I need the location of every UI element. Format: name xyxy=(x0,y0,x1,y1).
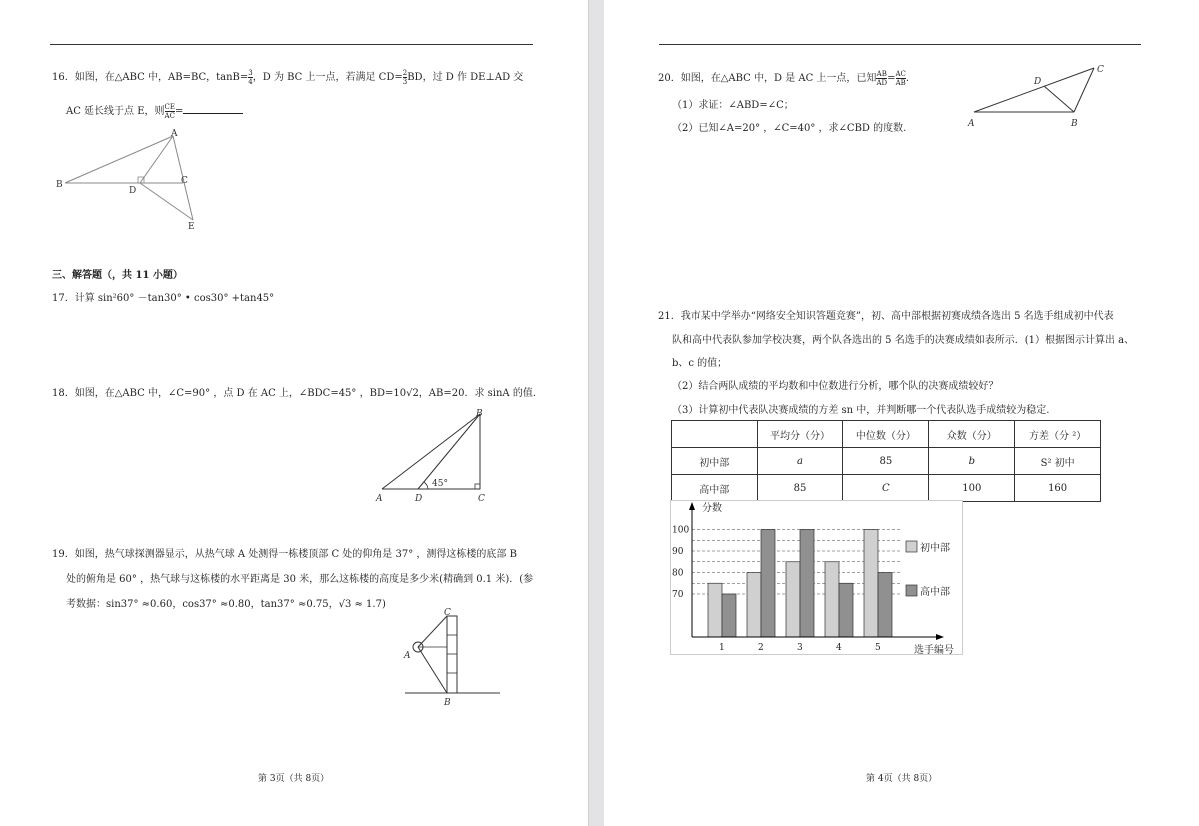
q19-figure xyxy=(400,606,505,708)
y-tick-label: 90 xyxy=(672,547,684,557)
table-cell: b xyxy=(929,448,1015,475)
y-axis-label: 分数 xyxy=(702,503,722,514)
ab-ad-fraction: $\frac{AB}{AD}$ xyxy=(876,70,888,87)
table-cell: 100 xyxy=(929,475,1015,502)
x-tick-label: 4 xyxy=(836,643,842,653)
label-A: A xyxy=(404,651,411,661)
table-cell: 高中部 xyxy=(672,475,758,502)
label-A: A xyxy=(376,494,383,504)
x-tick-label: 1 xyxy=(719,643,725,653)
bar-senior-1 xyxy=(722,594,736,637)
angle-label: 45° xyxy=(432,479,448,489)
label-A: A xyxy=(968,119,975,129)
table-header: 中位数（分） xyxy=(843,421,929,448)
label-B: B xyxy=(56,180,63,190)
table-cell: 85 xyxy=(757,475,843,502)
table-header-row xyxy=(672,421,1101,448)
score-table xyxy=(671,420,1101,502)
legend-swatch xyxy=(906,585,917,596)
ratio-fraction: $\frac{CE}{AC}$ xyxy=(164,103,175,120)
table-cell: C xyxy=(843,475,929,502)
q21-line3: b、c 的值； xyxy=(672,358,728,369)
table-header: 平均分（分） xyxy=(757,421,843,448)
q16-line2: AC 延长线于点 E，则 $\frac{CE}{AC}$ = xyxy=(66,103,243,120)
bar-junior-1 xyxy=(708,583,722,637)
x-tick-label: 5 xyxy=(875,643,881,653)
table-header: 众数（分） xyxy=(929,421,1015,448)
label-C: C xyxy=(478,494,485,504)
q16-line1: 16．如图，在△ABC 中，AB=BC，tanB= $\frac{3}{4}$ ，D 为 BC 上一点，若满足 CD= $\frac{2}{3}$ BD，过 D 作 DE⊥AD 交 xyxy=(52,69,524,86)
label-D: D xyxy=(129,186,137,196)
q19-line3: 考数据：sin37° ≈0.60，cos37° ≈0.80，tan37° ≈0.75，√3 ≈ 1.7) xyxy=(66,599,386,610)
label-B: B xyxy=(1071,119,1078,129)
cd-fraction: $\frac{2}{3}$ xyxy=(402,69,408,86)
table-cell: 85 xyxy=(843,448,929,475)
table-header: 方差（分 ²） xyxy=(1015,421,1101,448)
y-tick-label: 100 xyxy=(672,525,690,536)
bar-senior-5 xyxy=(878,573,892,638)
ac-ab-fraction: $\frac{AC}{AB}$ xyxy=(895,70,906,87)
q18-figure xyxy=(372,408,492,506)
bar-junior-4 xyxy=(825,562,839,637)
label-A: A xyxy=(171,129,178,139)
q21-part3: （3）计算初中代表队决赛成绩的方差 sn 中，并判断哪一个代表队选手成绩较为稳定. xyxy=(672,405,1050,416)
q20-part2: （2）已知∠A=20° ，∠C=40° ，求∠CBD 的度数. xyxy=(672,123,907,134)
q19-line1: 19．如图，热气球探测器显示，从热气球 A 处测得一栋楼顶部 C 处的仰角是 37° ，测得这栋楼的底部 B xyxy=(52,549,517,560)
label-E: E xyxy=(188,222,195,232)
legend-label: 高中部 xyxy=(920,587,950,598)
x-tick-label: 3 xyxy=(797,643,803,653)
label-C: C xyxy=(444,608,451,618)
bar-junior-5 xyxy=(864,530,878,638)
y-tick-label: 80 xyxy=(672,568,684,579)
q20-part1: （1）求证：∠ABD=∠C； xyxy=(672,100,794,111)
label-D: D xyxy=(415,494,423,504)
header-rule xyxy=(659,44,1141,45)
table-cell: a xyxy=(757,448,843,475)
bar-junior-3 xyxy=(786,562,800,637)
section-heading: 三、解答题（，共 11 小题） xyxy=(52,270,183,281)
x-tick-label: 2 xyxy=(758,643,764,653)
q21-line1: 21．我市某中学举办“网络安全知识答题竞赛”，初、高中部根据初赛成绩各选出 5 名选手组成初中代表 xyxy=(658,311,1114,322)
label-C: C xyxy=(181,176,188,186)
label-C: C xyxy=(1097,65,1104,75)
tanB-fraction: $\frac{3}{4}$ xyxy=(248,69,253,86)
table-row xyxy=(672,475,1101,502)
table-row xyxy=(672,448,1101,475)
q21-part2: （2）结合两队成绩的平均数和中位数进行分析，哪个队的决赛成绩较好？ xyxy=(672,381,999,392)
table-cell: 160 xyxy=(1015,475,1101,502)
table-cell: 初中部 xyxy=(672,448,758,475)
q16-figure xyxy=(55,128,205,233)
label-B: B xyxy=(476,409,483,419)
label-B: B xyxy=(444,698,451,708)
header-rule xyxy=(50,44,533,45)
q17-text: 17．计算 sin²60° －tan30° • cos30° +tan45° xyxy=(52,293,275,304)
legend-label: 初中部 xyxy=(920,543,950,554)
page-4 xyxy=(604,0,1199,826)
q20-line1: 20．如图，在△ABC 中，D 是 AC 上一点，已知 $\frac{AB}{AD}$ = $\frac{AC}{AB}$ . xyxy=(658,70,910,87)
y-tick-label: 70 xyxy=(672,590,684,600)
page-3 xyxy=(0,0,588,826)
bar-senior-4 xyxy=(839,583,853,637)
page-footer: 第 3页（共 8页） xyxy=(258,774,330,784)
q21-line2: 队和高中代表队参加学校决赛，两个队各选出的 5 名选手的决赛成绩如表所示．(1）根据图示计算出 a、 xyxy=(672,335,1135,346)
page-footer: 第 4页（共 8页） xyxy=(866,774,938,784)
q18-text: 18．如图，在△ABC 中，∠C=90° ，点 D 在 AC 上，∠BDC=45° ，BD=10√2，AB=20．求 sinA 的值． xyxy=(52,388,543,399)
score-bar-chart xyxy=(670,500,970,660)
bar-senior-2 xyxy=(761,530,775,638)
q19-line2: 处的俯角是 60° ，热气球与这栋楼的水平距离是 30 米，那么这栋楼的高度是多少米(精确到 0.1 米)．(参 xyxy=(66,574,534,585)
answer-blank[interactable] xyxy=(183,104,243,114)
bar-junior-2 xyxy=(747,573,761,638)
bar-senior-3 xyxy=(800,530,814,638)
q20-figure xyxy=(964,60,1114,135)
legend-swatch xyxy=(906,541,917,552)
table-header xyxy=(672,421,758,448)
x-axis-label: 选手编号 xyxy=(914,645,954,656)
table-cell: S² 初中 xyxy=(1015,448,1101,475)
label-D: D xyxy=(1034,77,1042,87)
